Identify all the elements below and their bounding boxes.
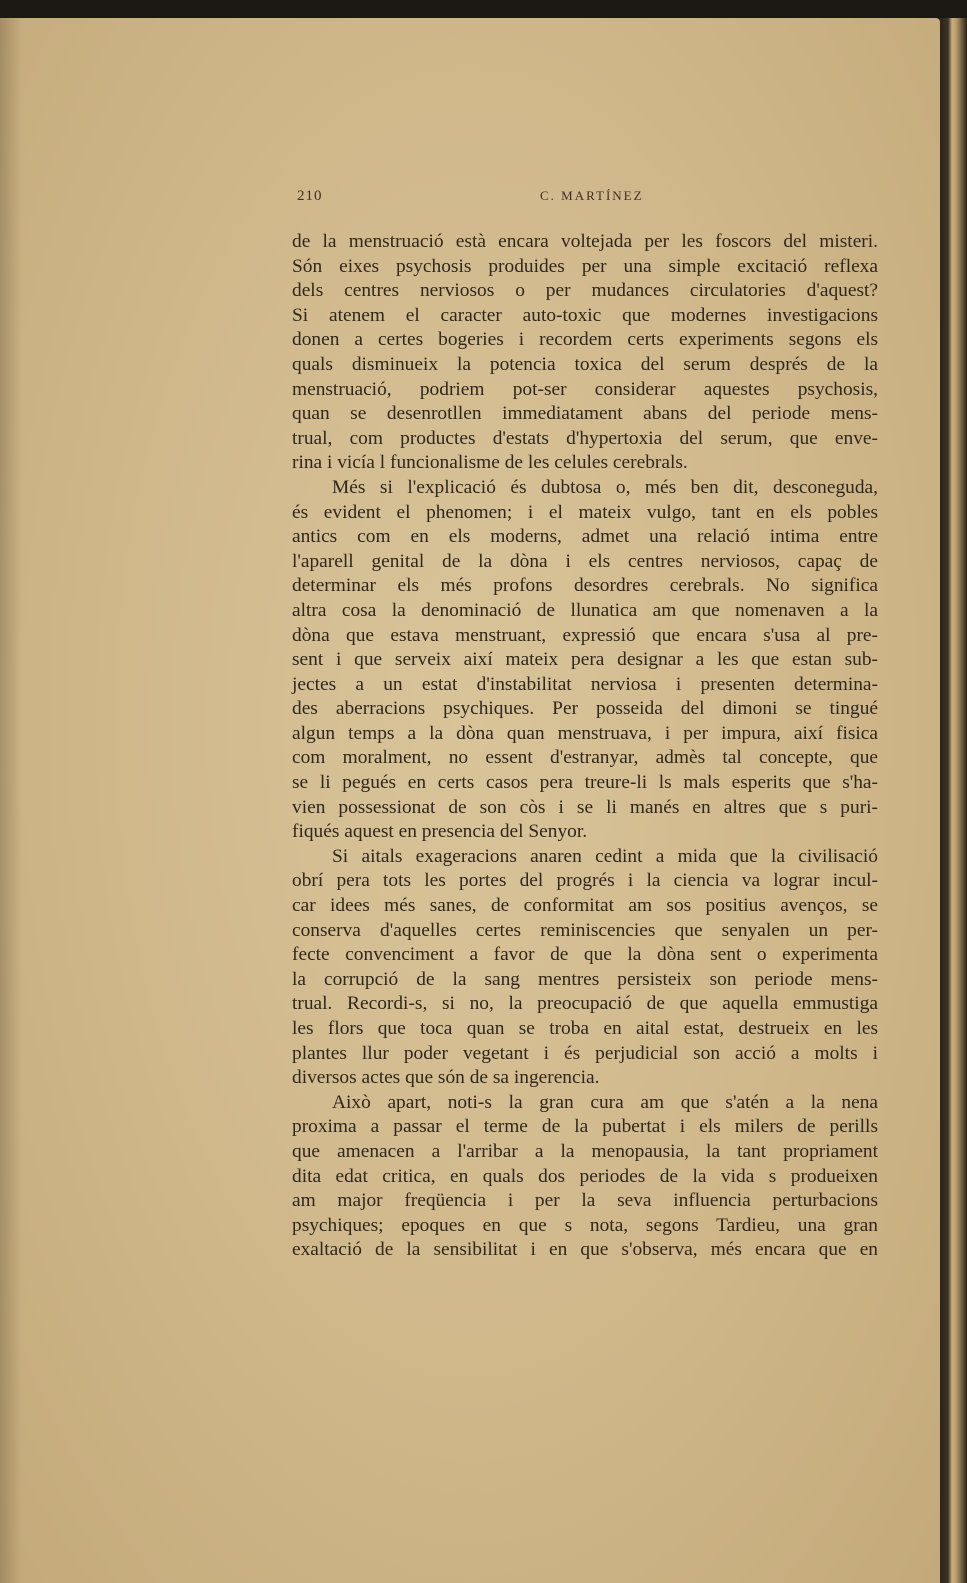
page-number: 210 [297,188,323,204]
text-line: com moralment, no essent d'estranyar, admès tal concepte, que [292,747,878,769]
next-page-edge [940,18,967,1583]
text-line: obrí pera tots les portes del progrés i la ciencia va lograr incul- [292,870,878,892]
text-line: trual. Recordi-s, si no, la preocupació de que aquella emmustiga [292,993,878,1015]
body-text [292,230,878,1263]
text-line: és evident el phenomen; i el mateix vulgo, tant en els pobles [292,501,878,523]
text-line: menstruació, podriem pot-ser considerar aquestes psychosis, [292,378,878,400]
text-line: que amenacen a l'arribar a la menopausia, la tant propriament [292,1140,878,1162]
text-line: exaltació de la sensibilitat i en que s'observa, més encara que en [292,1239,878,1261]
text-line: donen a certes bogeries i recordem certs experiments segons els [292,329,878,351]
text-line: Si atenem el caracter auto-toxic que modernes investigacions [292,304,878,326]
text-line: plantes llur poder vegetant i és perjudicial son acció a molts i [292,1042,878,1064]
text-line: Això apart, noti-s la gran cura am que s'atén a la nena [332,1091,878,1113]
text-line: jectes a un estat d'instabilitat nerviosa i presenten determina- [292,673,878,695]
text-line: vien possessionat de son còs i se li manés en altres que s puri- [292,796,878,818]
text-line: car idees més sanes, de conformitat am sos positius avenços, se [292,895,878,917]
text-line: des aberracions psychiques. Per posseida del dimoni se tingué [292,698,878,720]
running-head [297,188,887,208]
text-line: trual, com productes d'estats d'hypertoxia del serum, que enve- [292,427,878,449]
text-line: algun temps a la dòna quan menstruava, i per impura, així fisica [292,722,878,744]
text-line: les flors que toca quan se troba en aital estat, destrueix en les [292,1018,878,1039]
text-line: am major freqüencia i per la seva influencia perturbacions [292,1190,878,1212]
text-line: quan se desenrotllen immediatament abans del periode mens- [292,403,878,425]
text-line: dels centres nerviosos o per mudances circulatories d'aquest? [292,280,878,302]
text-line: quals disminueix la potencia toxica del serum després de la [292,353,878,375]
page-gutter-shadow [0,18,22,1583]
text-line: Són eixes psychosis produides per una simple excitació reflexa [292,255,878,277]
text-line: conserva d'aquelles certes reminiscencies que senyalen un per- [292,919,878,941]
text-line: psychiques; epoques en que s nota, segons Tardieu, una gran [292,1214,878,1236]
text-line: dita edat critica, en quals dos periodes de la vida s produeixen [292,1165,878,1187]
text-line: rina i vicía l funcionalisme de les celules cerebrals. [292,452,688,474]
text-line: dòna que estava menstruant, expressió que encara s'usa al pre- [292,624,878,646]
running-head-author: C. MARTÍNEZ [540,188,644,203]
text-line: diversos actes que són de sa ingerencia. [292,1067,600,1089]
text-line: fecte convenciment a favor de que la dòna sent o experimenta [292,944,878,966]
text-line: de la menstruació està encara voltejada per les foscors del misteri. [292,231,878,252]
text-line: proxima a passar el terme de la pubertat i els milers de perills [292,1116,878,1138]
text-line: l'aparell genital de la dòna i els centres nerviosos, capaç de [292,550,878,572]
text-line: Més si l'explicació és dubtosa o, més ben dit, desconeguda, [332,476,878,498]
text-line: altra cosa la denominació de llunatica am que nomenaven a la [292,599,878,621]
text-line: determinar els més profons desordres cerebrals. No significa [292,575,878,597]
text-line: Si aitals exageracions anaren cedint a mida que la civilisació [332,845,878,867]
text-line: se li pegués en certs casos pera treure-li ls mals esperits que s'ha- [292,772,878,794]
text-line: antics com en els moderns, admet una relació intima entre [292,526,878,548]
text-line: fiqués aquest en presencia del Senyor. [292,821,588,843]
text-line: la corrupció de la sang mentres persisteix son periode mens- [292,968,878,990]
text-line: sent i que serveix així mateix pera designar a les que estan sub- [292,649,878,671]
